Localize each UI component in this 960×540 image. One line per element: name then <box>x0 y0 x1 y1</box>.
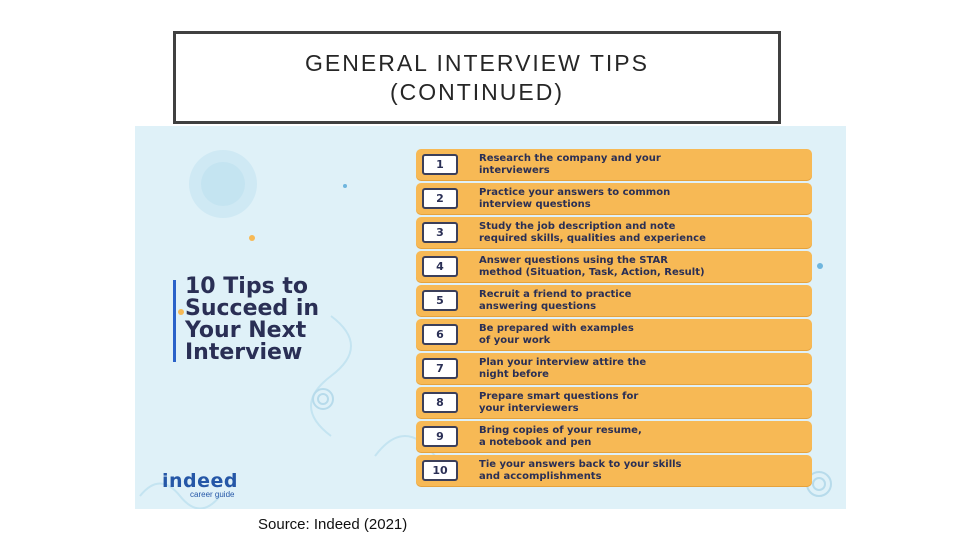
tip-text <box>479 357 809 380</box>
tip-number: 1 <box>422 154 458 175</box>
slide-title-line-1: GENERAL INTERVIEW TIPS <box>305 49 649 76</box>
tip-card-4 <box>416 251 812 282</box>
headline-line: 10 Tips to <box>185 274 308 299</box>
tip-card-6 <box>416 319 812 350</box>
slide-title-line-2: (CONTINUED) <box>389 78 565 105</box>
tip-card-8 <box>416 387 812 418</box>
tip-text-line: of your work <box>479 334 551 346</box>
headline-accent-bar <box>173 280 176 362</box>
tip-number: 4 <box>422 256 458 277</box>
tip-text <box>479 289 809 312</box>
tip-text <box>479 153 809 176</box>
indeed-logo-word: indeed <box>162 470 239 492</box>
tip-text-line: Research the company and your <box>479 153 661 164</box>
infographic-image <box>135 126 846 509</box>
tip-text-line: required skills, qualities and experience <box>479 232 706 244</box>
tip-number: 7 <box>422 358 458 379</box>
tip-card-7 <box>416 353 812 384</box>
headline-line: Interview <box>185 340 303 365</box>
tip-text-line: Practice your answers to common <box>479 187 671 198</box>
tip-card-9 <box>416 421 812 452</box>
tip-text-line: a notebook and pen <box>479 436 592 448</box>
tip-card-2 <box>416 183 812 214</box>
indeed-logo <box>162 472 238 499</box>
tip-number: 9 <box>422 426 458 447</box>
slide-title-box <box>173 31 781 124</box>
tip-number: 6 <box>422 324 458 345</box>
infographic-headline <box>185 276 405 364</box>
tip-text-line: Prepare smart questions for <box>479 391 639 402</box>
tip-number: 3 <box>422 222 458 243</box>
tip-text-line: Study the job description and note <box>479 221 676 232</box>
tip-text <box>479 255 809 278</box>
tip-text-line: Recruit a friend to practice <box>479 289 632 300</box>
tip-text-line: and accomplishments <box>479 470 602 482</box>
tip-card-3 <box>416 217 812 248</box>
headline-line: Your Next <box>185 318 307 343</box>
tip-number: 8 <box>422 392 458 413</box>
source-caption: Source: Indeed (2021) <box>258 516 408 533</box>
tip-text-line: Tie your answers back to your skills <box>479 459 682 470</box>
tip-text <box>479 425 809 448</box>
tip-text-line: answering questions <box>479 300 597 312</box>
tip-number: 2 <box>422 188 458 209</box>
tip-text-line: interview questions <box>479 198 591 210</box>
tip-number: 10 <box>422 460 458 481</box>
indeed-logo-subtitle: career guide <box>190 490 235 499</box>
tip-text-line: night before <box>479 368 549 380</box>
tip-text <box>479 221 809 244</box>
tip-number: 5 <box>422 290 458 311</box>
tip-text-line: Answer questions using the STAR <box>479 255 668 266</box>
tip-text <box>479 459 809 482</box>
tip-card-1 <box>416 149 812 180</box>
tip-text <box>479 187 809 210</box>
tip-text-line: method (Situation, Task, Action, Result) <box>479 266 705 278</box>
tip-text-line: Bring copies of your resume, <box>479 425 642 436</box>
tip-card-10 <box>416 455 812 486</box>
tip-text-line: your interviewers <box>479 402 579 414</box>
tip-text-line: Plan your interview attire the <box>479 357 647 368</box>
tip-text <box>479 323 809 346</box>
headline-line: Succeed in <box>185 296 320 321</box>
tip-text <box>479 391 809 414</box>
tip-text-line: interviewers <box>479 164 550 176</box>
tip-card-5 <box>416 285 812 316</box>
tip-text-line: Be prepared with examples <box>479 323 634 334</box>
